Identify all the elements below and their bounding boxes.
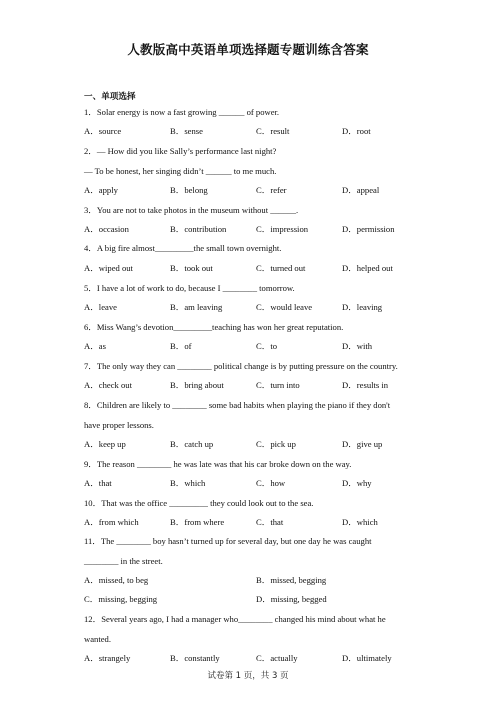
question-11-option-c: C．missing, begging: [84, 594, 158, 604]
question-3-option-c: C．impression: [256, 224, 309, 234]
question-3-text: 3．You are not to take photos in the museum without ______.: [84, 205, 299, 215]
question-6-text: 6．Miss Wang’s devotion_________teaching has won her great reputation.: [84, 322, 344, 332]
question-7-text: 7．The only way they can ________ political change is by putting pressure on the country.: [84, 361, 398, 371]
question-10-option-a: A．from which: [84, 517, 139, 527]
question-5-option-a: A．leave: [84, 302, 117, 312]
question-8-option-a: A．keep up: [84, 439, 126, 449]
question-5-option-c: C．would leave: [256, 302, 313, 312]
question-11-text: ________ in the street.: [84, 556, 163, 566]
page-footer: 试卷第 1 页，共 3 页: [207, 671, 289, 681]
question-12-text: 12．Several years ago, I had a manager who________ changed his mind about what he: [84, 614, 386, 624]
question-4-option-c: C．turned out: [256, 263, 306, 273]
question-6-option-a: A．as: [84, 341, 106, 351]
question-3-option-a: A．occasion: [84, 224, 129, 234]
question-3-option-d: D．permission: [342, 224, 395, 234]
question-10-option-d: D．which: [342, 517, 378, 527]
question-10-text: 10．That was the office _________ they could look out to the sea.: [84, 498, 314, 508]
question-5-text: 5．I have a lot of work to do, because I ________ tomorrow.: [84, 283, 295, 293]
question-4-option-d: D．helped out: [342, 263, 393, 273]
question-2-option-d: D．appeal: [342, 185, 380, 195]
question-7-option-d: D．results in: [342, 380, 389, 390]
question-6-option-c: C．to: [256, 341, 278, 351]
question-4-option-b: B．took out: [170, 263, 213, 273]
question-2-text: 2．— How did you like Sally’s performance last night?: [84, 146, 277, 156]
question-10-option-c: C．that: [256, 517, 284, 527]
question-12-option-a: A．strangely: [84, 653, 131, 663]
question-9-option-b: B．which: [170, 478, 206, 488]
question-5-option-d: D．leaving: [342, 302, 383, 312]
question-8-option-d: D．give up: [342, 439, 383, 449]
question-6-option-b: B．of: [170, 341, 192, 351]
question-10-option-b: B．from where: [170, 517, 225, 527]
question-9-text: 9．The reason ________ he was late was that his car broke down on the way.: [84, 459, 352, 469]
question-3-option-b: B．contribution: [170, 224, 227, 234]
question-1-option-c: C．result: [256, 126, 290, 136]
question-12-option-b: B．constantly: [170, 653, 220, 663]
question-7-option-c: C．turn into: [256, 380, 300, 390]
question-11-option-b: B．missed, begging: [256, 575, 327, 585]
question-4-text: 4．A big fire almost_________the small town overnight.: [84, 243, 282, 253]
question-12-option-c: C．actually: [256, 653, 298, 663]
question-8-option-c: C．pick up: [256, 439, 296, 449]
question-1-option-d: D．root: [342, 126, 371, 136]
question-12-option-d: D．ultimately: [342, 653, 392, 663]
question-11-option-d: D．missing, begged: [256, 594, 327, 604]
question-8-text: have proper lessons.: [84, 420, 154, 430]
question-1-text: 1．Solar energy is now a fast growing ______ of power.: [84, 107, 280, 117]
question-8-option-b: B．catch up: [170, 439, 214, 449]
question-4-option-a: A．wiped out: [84, 263, 133, 273]
question-1-option-b: B．sense: [170, 126, 203, 136]
question-2-option-c: C．refer: [256, 185, 287, 195]
section-heading: 一、单项选择: [84, 92, 136, 102]
question-2-option-a: A．apply: [84, 185, 118, 195]
question-8-text: 8．Children are likely to ________ some bad habits when playing the piano if they don't: [84, 400, 391, 410]
question-7-option-a: A．check out: [84, 380, 132, 390]
question-5-option-b: B．am leaving: [170, 302, 223, 312]
question-12-text: wanted.: [84, 634, 111, 644]
question-11-option-a: A．missed, to beg: [84, 575, 149, 585]
question-6-option-d: D．with: [342, 341, 373, 351]
question-7-option-b: B．bring about: [170, 380, 224, 390]
question-9-option-d: D．why: [342, 478, 372, 488]
question-2-option-b: B．belong: [170, 185, 208, 195]
question-1-option-a: A．source: [84, 126, 122, 136]
question-9-option-a: A．that: [84, 478, 112, 488]
document-title: 人教版高中英语单项选择题专题训练含答案: [127, 42, 369, 57]
question-2-text: — To be honest, her singing didn’t ______ to me much.: [84, 166, 277, 176]
question-11-text: 11．The ________ boy hasn’t turned up for several day, but one day he was caught: [84, 536, 372, 546]
question-9-option-c: C．how: [256, 478, 286, 488]
